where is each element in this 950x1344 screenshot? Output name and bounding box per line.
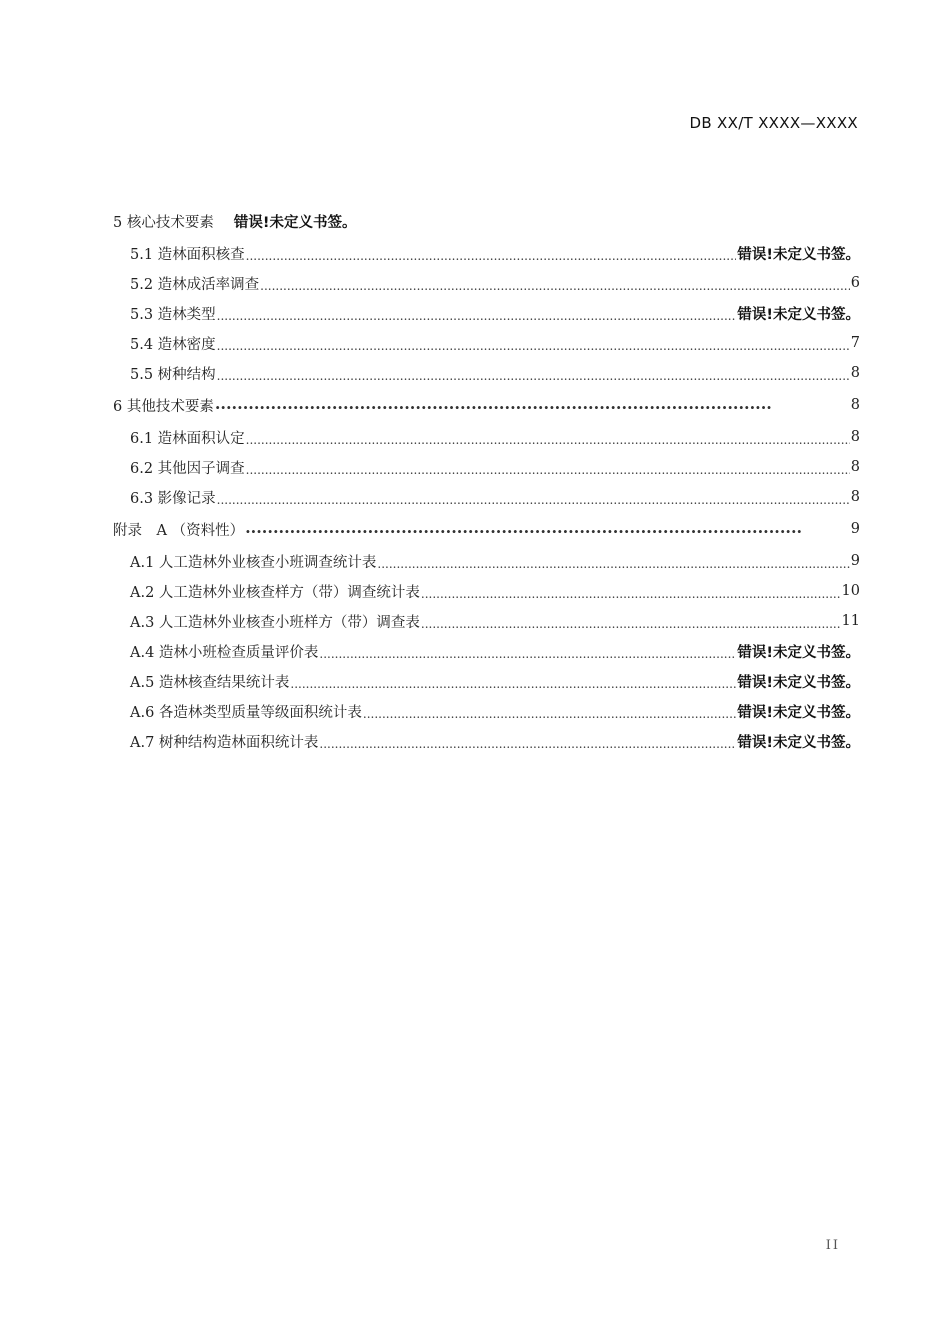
toc-entry[interactable]: [113, 422, 860, 452]
toc-entry[interactable]: [113, 576, 860, 606]
toc-entry-page: 8: [850, 489, 860, 505]
page-number: II: [825, 1238, 840, 1253]
toc-leader-dots: [246, 428, 850, 446]
toc-entry-page: 10: [841, 583, 860, 599]
toc-entry-page: 11: [841, 613, 860, 629]
toc-entry[interactable]: [113, 238, 860, 268]
toc-leader-dots: [217, 364, 850, 382]
toc-entry-page: 7: [850, 335, 860, 351]
toc-entry[interactable]: [113, 726, 860, 756]
toc-entry-page: 错误!未定义书签。: [737, 674, 860, 691]
toc-entry-title: 6.1 造林面积认定: [130, 430, 245, 447]
toc-entry[interactable]: [113, 546, 860, 576]
toc-entry[interactable]: [113, 388, 860, 422]
toc-leader-dots: [260, 274, 850, 292]
toc-entry-page: 8: [850, 459, 860, 475]
toc-entry-page: 错误!未定义书签。: [737, 644, 860, 661]
toc-leader-dots: [421, 612, 841, 630]
toc-entry-page: 8: [850, 365, 860, 381]
toc-entry-title: 5 核心技术要素: [113, 214, 214, 231]
toc-entry-page: 错误!未定义书签。: [737, 246, 860, 263]
toc-entry-title: A.2 人工造林外业核查样方（带）调查统计表: [130, 584, 420, 601]
toc-entry-page: 8: [850, 429, 860, 445]
toc-entry-title: 5.3 造林类型: [130, 306, 216, 323]
toc-leader-dots: [245, 518, 850, 540]
toc-entry-title: A.1 人工造林外业核查小班调查统计表: [130, 554, 377, 571]
toc-entry[interactable]: [113, 666, 860, 696]
toc-entry-page: 错误!未定义书签。: [233, 214, 357, 231]
toc-entry[interactable]: [113, 696, 860, 726]
toc-entry[interactable]: [113, 512, 860, 546]
toc-leader-dots: [363, 702, 736, 720]
toc-entry-title: 附录 A （资料性）: [113, 522, 245, 539]
toc-leader-dots: [421, 582, 841, 600]
toc-entry-page: 9: [850, 553, 860, 569]
toc-entry-title: 6.3 影像记录: [130, 490, 216, 507]
toc-entry[interactable]: [113, 204, 860, 238]
toc-entry[interactable]: [113, 482, 860, 512]
toc-entry-title: A.5 造林核查结果统计表: [130, 674, 290, 691]
toc-entry-page: 8: [850, 397, 860, 413]
toc-entry[interactable]: [113, 268, 860, 298]
toc-entry[interactable]: [113, 358, 860, 388]
table-of-contents: [113, 204, 860, 756]
toc-entry-title: 5.1 造林面积核查: [130, 246, 245, 263]
toc-entry-title: A.3 人工造林外业核查小班样方（带）调查表: [130, 614, 420, 631]
toc-leader-dots: [377, 552, 849, 570]
toc-entry[interactable]: [113, 298, 860, 328]
toc-leader-dots: [215, 394, 850, 416]
toc-leader-dots: [217, 334, 850, 352]
toc-leader-dots: [319, 732, 736, 750]
toc-leader-dots: [217, 304, 737, 322]
toc-entry-page: 错误!未定义书签。: [737, 704, 860, 721]
toc-leader-dots: [290, 672, 736, 690]
toc-entry-title: 5.4 造林密度: [130, 336, 216, 353]
toc-leader-dots: [246, 244, 737, 262]
toc-leader-dots: [246, 458, 850, 476]
toc-entry-page: 错误!未定义书签。: [737, 306, 860, 323]
document-code-header: DB XX/T XXXX—XXXX: [689, 114, 858, 132]
toc-entry[interactable]: [113, 636, 860, 666]
toc-entry[interactable]: [113, 606, 860, 636]
toc-entry-title: 6 其他技术要素: [113, 398, 214, 415]
toc-entry-title: 5.2 造林成活率调查: [130, 276, 260, 293]
toc-leader-dots: [319, 642, 736, 660]
toc-entry-title: A.4 造林小班检查质量评价表: [130, 644, 319, 661]
toc-entry-page: 错误!未定义书签。: [737, 734, 860, 751]
toc-leader-dots: [217, 488, 850, 506]
toc-entry-title: A.7 树种结构造林面积统计表: [130, 734, 319, 751]
toc-entry-title: A.6 各造林类型质量等级面积统计表: [130, 704, 362, 721]
toc-entry-page: 9: [850, 521, 860, 537]
toc-entry-title: 6.2 其他因子调查: [130, 460, 245, 477]
toc-entry-title: 5.5 树种结构: [130, 366, 216, 383]
toc-entry[interactable]: [113, 328, 860, 358]
toc-entry-page: 6: [850, 275, 860, 291]
toc-entry[interactable]: [113, 452, 860, 482]
